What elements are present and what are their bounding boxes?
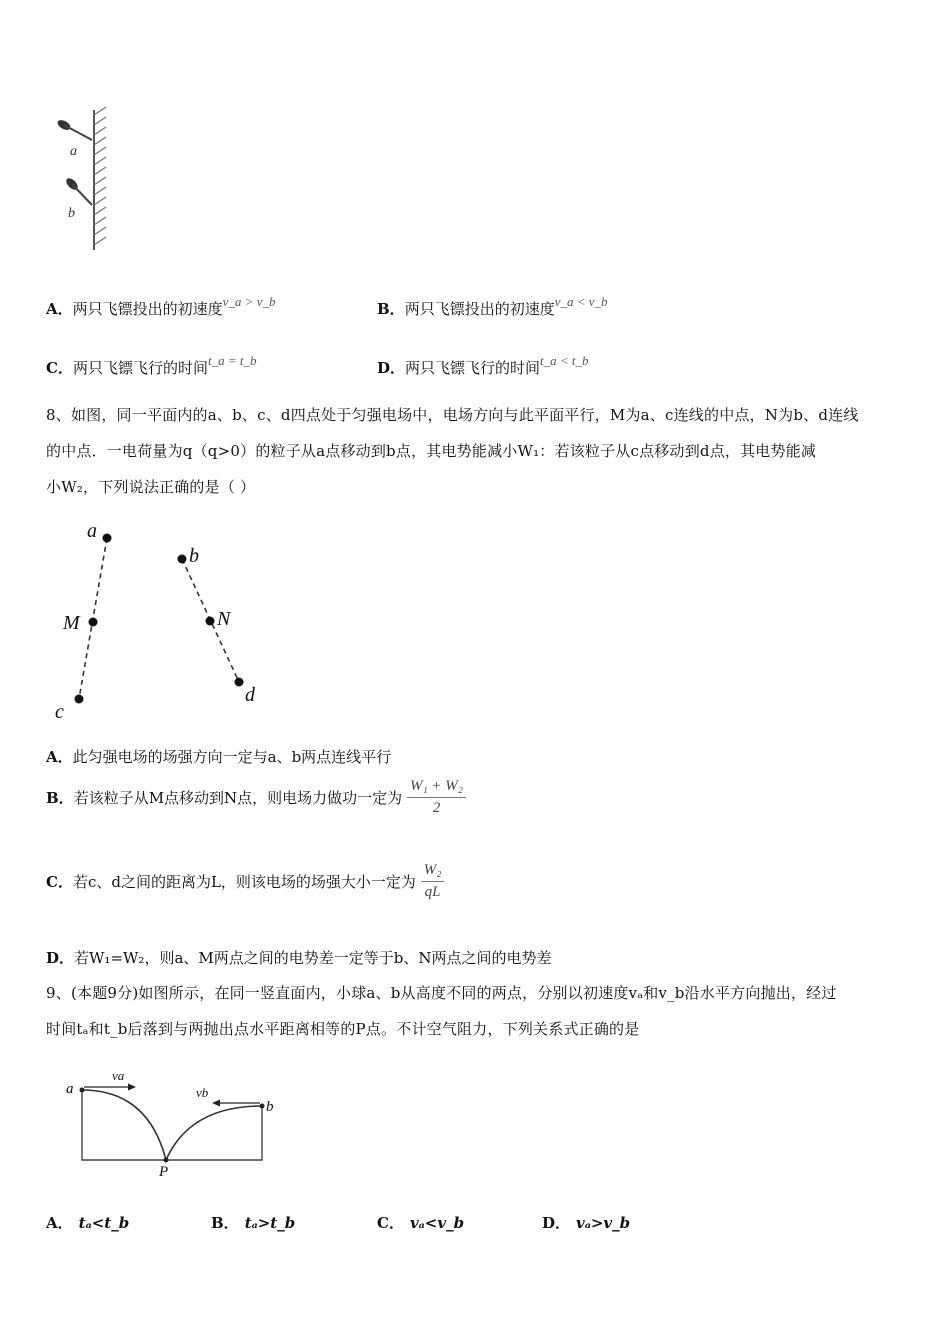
trajectory-b <box>166 1106 262 1160</box>
point-d <box>235 678 244 687</box>
q9-option-b-letter: B． <box>211 1214 239 1232</box>
q7-option-a-text: 两只飞镖投出的初速度 <box>72 300 223 318</box>
q9-label-p: P <box>159 1164 169 1180</box>
trajectory-a <box>82 1090 166 1160</box>
label-b: b <box>189 545 199 567</box>
point-b <box>178 555 187 564</box>
label-c: c <box>55 701 64 723</box>
q7-option-a[interactable] <box>46 294 276 319</box>
q9-option-c-text: vₐ<v_b <box>409 1214 465 1232</box>
q8-stem-line3: 小W₂，下列说法正确的是（ ） <box>46 478 256 496</box>
point-a <box>103 534 112 543</box>
q7-option-b-text: 两只飞镖投出的初速度 <box>404 300 555 318</box>
q7-option-b-letter: B． <box>377 300 405 318</box>
q9-projectile-figure <box>60 1060 285 1185</box>
q9-option-c-letter: C． <box>377 1214 404 1232</box>
q7-option-d[interactable] <box>377 353 589 378</box>
q9-option-c[interactable] <box>377 1212 464 1233</box>
dart-a <box>56 118 92 140</box>
q8-option-c-text: 若c、d之间的距离为L，则该电场的场强大小一定为 <box>72 873 416 891</box>
q9-option-a-text: tₐ<t_b <box>78 1214 130 1232</box>
q9-option-d-letter: D． <box>542 1214 571 1232</box>
q8-option-c-denominator: qL <box>424 884 441 900</box>
q9-option-d[interactable] <box>542 1212 630 1233</box>
q7-option-b[interactable] <box>377 294 608 319</box>
q9-option-d-text: vₐ>v_b <box>576 1214 631 1232</box>
q9-option-a[interactable] <box>46 1212 129 1233</box>
q7-option-b-math: v_a < v_b <box>554 294 608 309</box>
q8-option-c-letter: C． <box>46 873 73 891</box>
q7-option-d-text: 两只飞镖飞行的时间 <box>405 359 541 377</box>
q9-stem-line2: 时间tₐ和t_b后落到与两抛出点水平距离相等的P点。不计空气阻力，下列关系式正确的是 <box>46 1020 640 1038</box>
label-a: a <box>87 520 97 542</box>
q8-option-a-letter: A． <box>46 748 73 766</box>
q9-label-b: b <box>266 1099 274 1115</box>
label-d: d <box>245 684 255 706</box>
q8-option-b-denominator: 2 <box>432 800 441 816</box>
q9-label-va: va <box>112 1068 125 1083</box>
q8-option-b-text: 若该粒子从M点移动到N点，则电场力做功一定为 <box>73 789 403 807</box>
dart-wall-figure <box>40 105 120 255</box>
dart-label-b: b <box>68 206 75 221</box>
q8-option-a[interactable] <box>46 746 391 767</box>
q7-option-c-letter: C． <box>46 359 73 377</box>
q8-option-d-text: 若W₁=W₂，则a、M两点之间的电势差一定等于b、N两点之间的电势差 <box>74 949 552 967</box>
q9-label-a: a <box>66 1081 74 1097</box>
point-m <box>89 618 98 627</box>
q8-option-c-numerator: W₂ <box>421 862 445 882</box>
point-c <box>75 695 84 704</box>
dart-b <box>64 176 92 205</box>
label-m: M <box>63 612 80 634</box>
q8-stem <box>46 397 916 505</box>
q8-option-d[interactable] <box>46 947 551 968</box>
q7-option-d-letter: D． <box>377 359 406 377</box>
q7-option-a-letter: A． <box>46 300 73 318</box>
dart-label-a: a <box>70 144 77 159</box>
q8-option-b-letter: B． <box>46 789 74 807</box>
point-n <box>206 617 215 626</box>
q8-option-b[interactable] <box>46 778 466 834</box>
q8-option-b-fraction <box>407 778 466 817</box>
q9-option-a-letter: A． <box>46 1214 73 1232</box>
q8-option-b-numerator: W₁ + W₂ <box>407 778 466 798</box>
q8-option-a-text: 此匀强电场的场强方向一定与a、b两点连线平行 <box>72 748 392 766</box>
q8-option-d-letter: D． <box>46 949 75 967</box>
q7-option-c-text: 两只飞镖飞行的时间 <box>72 359 208 377</box>
q8-stem-line2: 的中点．一电荷量为q（q>0）的粒子从a点移动到b点，其电势能减小W₁：若该粒子从c点移动到d点，其电势能减 <box>46 442 817 460</box>
q7-option-c-math: t_a = t_b <box>207 353 257 368</box>
q7-option-c[interactable] <box>46 353 257 378</box>
q7-option-a-math: v_a > v_b <box>222 294 276 309</box>
q8-stem-line1: 8、如图，同一平面内的a、b、c、d四点处于匀强电场中，电场方向与此平面平行，M为a、c连线的中点，N为b、d连线 <box>46 406 859 424</box>
q9-stem-line1: 9、(本题9分)如图所示，在同一竖直面内，小球a、b从高度不同的两点，分别以初速度vₐ和v_b沿水平方向抛出，经过 <box>46 984 837 1002</box>
q7-option-d-math: t_a < t_b <box>540 353 589 368</box>
q8-option-c[interactable] <box>46 862 444 918</box>
q8-points-figure <box>45 515 285 725</box>
label-n: N <box>217 608 231 630</box>
q9-stem <box>46 975 916 1047</box>
q9-option-b[interactable] <box>211 1212 295 1233</box>
q8-option-c-fraction <box>421 862 445 901</box>
q9-label-vb: vb <box>196 1085 209 1100</box>
q9-option-b-text: tₐ>t_b <box>244 1214 296 1232</box>
